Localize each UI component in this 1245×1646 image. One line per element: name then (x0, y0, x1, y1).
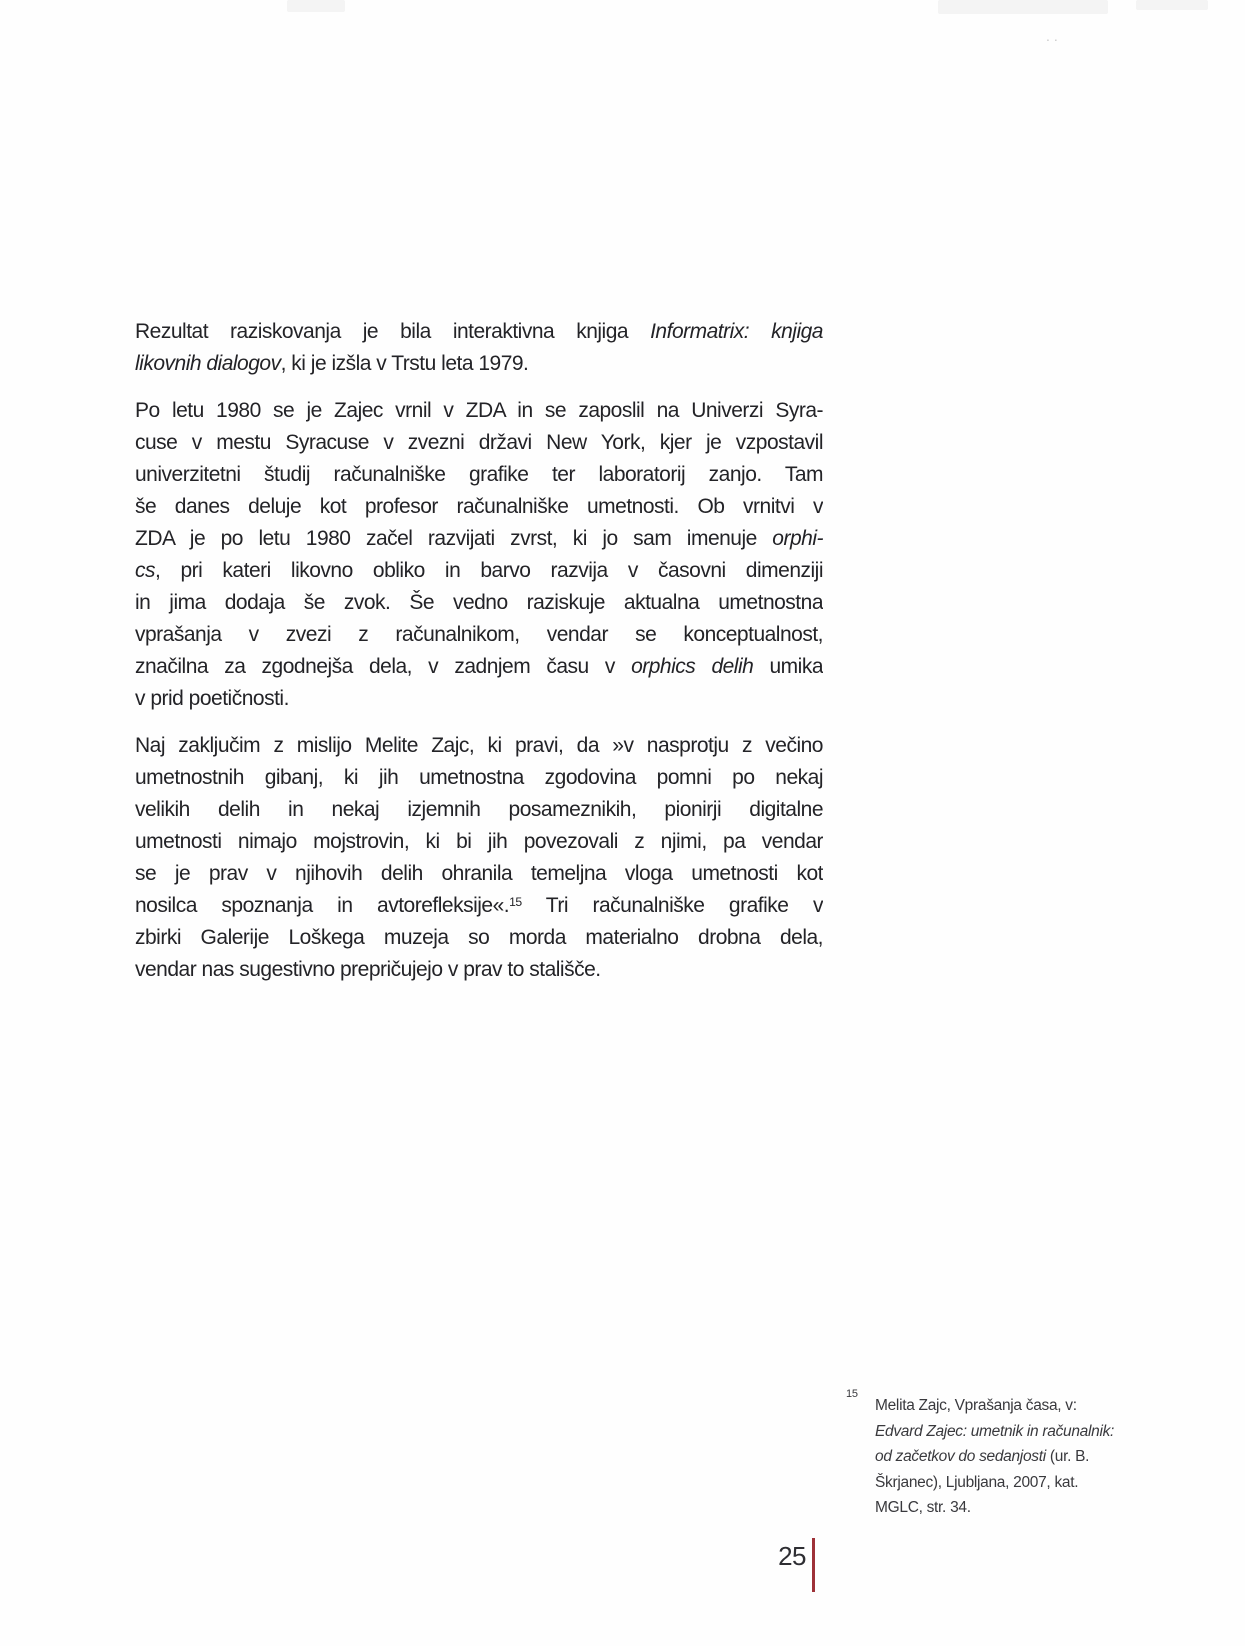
text-segment: Po letu 1980 se je Zajec vrnil v ZDA in se zaposlil na Univerzi Syra- (135, 399, 823, 422)
text-line (135, 523, 823, 555)
text-segment: Rezultat raziskovanja je bila interaktivna knjiga (135, 320, 651, 343)
text-segment: in jima dodaja še zvok. Še vedno raziskuje aktualna umetnostna (135, 591, 823, 614)
text-line (135, 954, 823, 986)
paragraph (135, 730, 823, 986)
text-segment: (ur. B. (1045, 1448, 1090, 1465)
footnote-line (875, 1393, 1167, 1419)
footnote-lines (875, 1393, 1167, 1521)
text-line (135, 619, 823, 651)
text-line (135, 858, 823, 890)
text-line (135, 348, 823, 380)
footnote-line (875, 1495, 1167, 1521)
text-line (135, 683, 823, 715)
text-line (135, 587, 823, 619)
text-line (135, 651, 823, 683)
text-segment: umetnostnih gibanj, ki jih umetnostna zgodovina pomni po nekaj (135, 766, 823, 789)
text-segment: MGLC, str. 34. (875, 1499, 971, 1516)
text-line (135, 762, 823, 794)
text-segment: orphi- (772, 527, 823, 550)
text-segment: cuse v mestu Syracuse v zvezni državi New York, kjer je vzpostavil (135, 431, 823, 454)
footnote-line (875, 1419, 1167, 1445)
text-line (135, 491, 823, 523)
text-line (135, 826, 823, 858)
text-segment: značilna za zgodnejša dela, v zadnjem času v (135, 655, 632, 678)
text-segment: Tri računalniške grafike v (521, 894, 823, 917)
scan-smudge (287, 0, 345, 12)
text-line (135, 922, 823, 954)
text-segment: ZDA je po letu 1980 začel razvijati zvrst, ki jo sam imenuje (135, 527, 773, 550)
text-segment: likovnih dialogov (135, 352, 281, 375)
text-line (135, 730, 823, 762)
text-segment: Informatrix: knjiga (650, 320, 823, 343)
text-segment: umika (753, 655, 823, 678)
text-segment: še danes deluje kot profesor računalniške umetnosti. Ob vrnitvi v (135, 495, 823, 518)
text-segment: cs (135, 559, 155, 582)
text-segment: se je prav v njihovih delih ohranila temeljna vloga umetnosti kot (135, 862, 823, 885)
footnote-reference: 15 (509, 895, 522, 910)
text-segment: od začetkov do sedanjosti (875, 1448, 1046, 1465)
text-segment: orphics delih (631, 655, 754, 678)
text-segment: vendar nas sugestivno prepričujejo v prav to stališče. (135, 958, 601, 981)
paragraph (135, 395, 823, 715)
text-line (135, 316, 823, 348)
text-line (135, 794, 823, 826)
text-segment: v prid poetičnosti. (135, 687, 289, 710)
text-segment: nosilca spoznanja in avtorefleksije«. (135, 894, 510, 917)
text-segment: univerzitetni študij računalniške grafike ter laboratorij zanjo. Tam (135, 463, 823, 486)
footnote: 15 Melita Zajc, Vprašanja časa, v: Edvard Zajec: umetnik in računalnik: od začetkov do sedanjosti (ur. B. Škrjanec), Ljubljana, 2007, kat. MGLC, str. 34. (875, 1393, 1167, 1521)
paragraph (135, 316, 823, 380)
scan-speck: .. (1046, 28, 1062, 44)
scan-smudge (1136, 0, 1208, 10)
text-line (135, 395, 823, 427)
text-line (135, 555, 823, 587)
footnote-line (875, 1444, 1167, 1470)
text-line (135, 890, 823, 922)
body-text (135, 316, 823, 986)
scan-smudge (938, 0, 1108, 14)
text-segment: Škrjanec), Ljubljana, 2007, kat. (875, 1473, 1079, 1491)
page-number-rule (812, 1538, 815, 1592)
text-segment: zbirki Galerije Loškega muzeja so morda materialno drobna dela, (135, 926, 823, 949)
text-segment: , ki je izšla v Trstu leta 1979. (280, 352, 529, 375)
text-segment: umetnosti nimajo mojstrovin, ki bi jih povezovali z njimi, pa vendar (135, 830, 823, 853)
text-segment: Naj zaključim z mislijo Melite Zajc, ki pravi, da »v nasprotju z večino (135, 734, 823, 757)
text-segment: Edvard Zajec: umetnik in računalnik: (875, 1422, 1115, 1440)
footnote-line (875, 1470, 1167, 1496)
text-segment: Melita Zajc, Vprašanja časa, v: (875, 1397, 1077, 1414)
text-segment: , pri kateri likovno obliko in barvo razvija v časovni dimenziji (155, 559, 823, 582)
page-number: 25 (778, 1541, 806, 1571)
text-segment: velikih delih in nekaj izjemnih posameznikih, pionirji digitalne (135, 798, 823, 821)
text-segment: vprašanja v zvezi z računalnikom, vendar se konceptualnost, (135, 623, 823, 646)
text-line (135, 459, 823, 491)
text-line (135, 427, 823, 459)
